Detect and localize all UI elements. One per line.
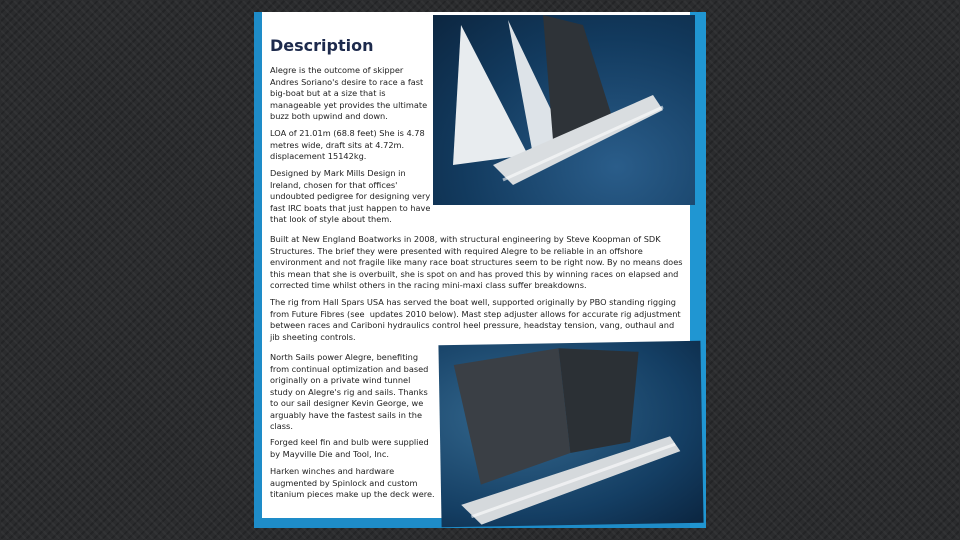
paragraph-dimensions: LOA of 21.01m (68.8 feet) She is 4.78 metres wide, draft sits at 4.72m. displacement 15142kg. — [270, 128, 425, 161]
page-sheet — [262, 12, 690, 518]
paragraph-hardware: Harken winches and hardware augmented by Spinlock and custom titanium pieces make up the deck were. — [270, 466, 435, 499]
paragraph-design: Designed by Mark Mills Design in Ireland, chosen for that offices' undoubted pedigree for designing very fast IRC boats that just happen to have that look of style about them. — [270, 168, 431, 224]
paragraph-intro: Alegre is the outcome of skipper Andres Soriano's desire to race a fast big-boat but at a size that is manageable yet provides the ultimate buzz both upwind and down. — [270, 65, 428, 121]
paragraph-rig: The rig from Hall Spars USA has served the boat well, supported originally by PBO standing rigging from Future Fibres (see updates 2010 below). Mast step adjuster allows for accurate rig adjustment between races and Cariboni hydraulics control heel pressure, headstay tension, vang, outhaul and jib sheeting controls. — [270, 297, 681, 342]
sailboat-photo-downwind — [438, 341, 703, 528]
document-page — [254, 12, 706, 528]
paragraph-keel: Forged keel fin and bulb were supplied by Mayville Die and Tool, Inc. — [270, 437, 429, 459]
sailboat-photo-upwind — [433, 15, 695, 205]
paragraph-build: Built at New England Boatworks in 2008, with structural engineering by Steve Koopman of SDK Structures. The brief they were presented with required Alegre to be reliable in an offshore environment and not fragile like many race boat structures seem to be right now. By no means does this mean that she is overbuilt, she is spot on and has proved this by winning races on elapsed and corrected time whilst others in the racing mini-maxi class suffer breakdowns. — [270, 234, 683, 290]
paragraph-sails: North Sails power Alegre, benefiting from continual optimization and based originally on a private wind tunnel study on Alegre's rig and sails. Thanks to our sail designer Kevin George, we arguably have the fastest sails in the class. — [270, 352, 429, 431]
page-title: Description — [270, 36, 374, 55]
